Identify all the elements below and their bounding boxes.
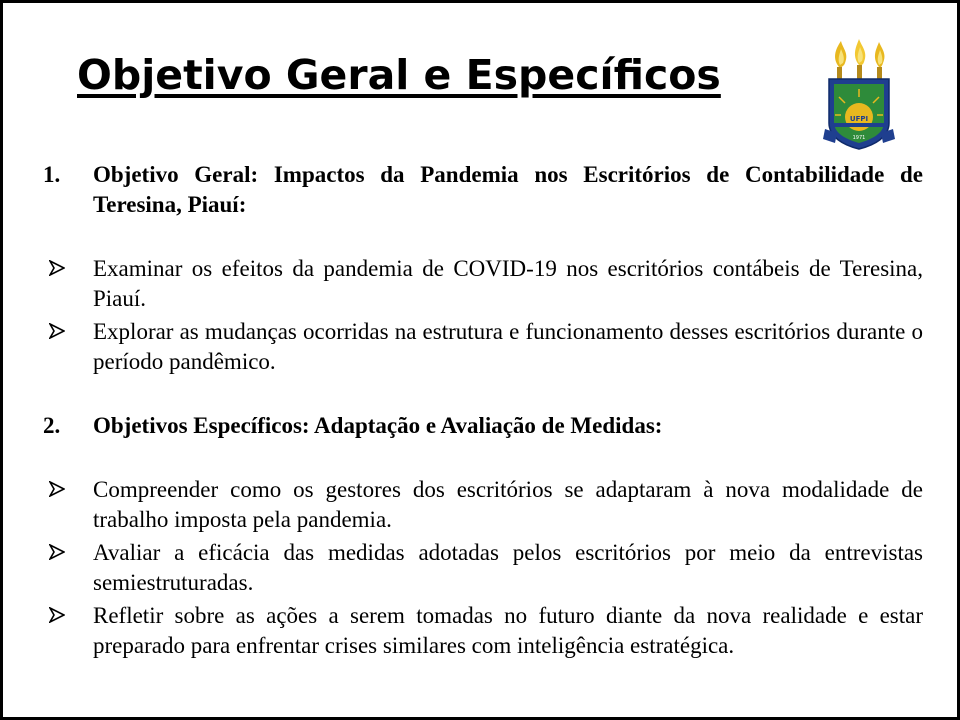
list-item [43, 317, 923, 377]
section-specific-heading [43, 411, 923, 441]
bullet-text: Explorar as mudanças ocorridas na estrutura e funcionamento desses escritórios durante o período pandêmico. [93, 319, 923, 374]
content-body [43, 160, 923, 661]
bullet-text: Compreender como os gestores dos escritórios se adaptaram à nova modalidade de trabalho imposta pela pandemia. [93, 477, 923, 532]
arrowhead-bullet-icon [43, 317, 93, 339]
bullet-text: Examinar os efeitos da pandemia de COVID-19 nos escritórios contábeis de Teresina, Piauí. [93, 256, 923, 311]
arrowhead-bullet-icon [43, 475, 93, 497]
slide-title: Objetivo Geral e Específicos [77, 51, 721, 99]
section-number: 2. [43, 413, 61, 438]
arrowhead-bullet-icon [43, 538, 93, 560]
section-heading: Objetivos Específicos: Adaptação e Avaliação de Medidas: [93, 413, 663, 438]
torch-flames-icon [835, 39, 884, 67]
arrowhead-bullet-icon [43, 601, 93, 623]
list-item [43, 601, 923, 661]
list-item [43, 254, 923, 314]
section-number: 1. [43, 162, 61, 187]
logo-caption: UFPI [849, 115, 869, 123]
arrowhead-bullet-icon [43, 254, 93, 276]
bullet-text: Avaliar a eficácia das medidas adotadas pelos escritórios por meio da entrevistas semiestruturadas. [93, 540, 923, 595]
section-heading: Objetivo Geral: Impactos da Pandemia nos Escritórios de Contabilidade de Teresina, Piauí: [93, 162, 923, 217]
logo-year: 1971 [852, 135, 866, 141]
section-general-heading [43, 160, 923, 220]
list-item [43, 538, 923, 598]
list-item [43, 475, 923, 535]
ufpi-logo-icon [821, 39, 897, 155]
bullet-text: Refletir sobre as ações a serem tomadas no futuro diante da nova realidade e estar preparado para enfrentar crises similares com inteligência estratégica. [93, 603, 923, 658]
